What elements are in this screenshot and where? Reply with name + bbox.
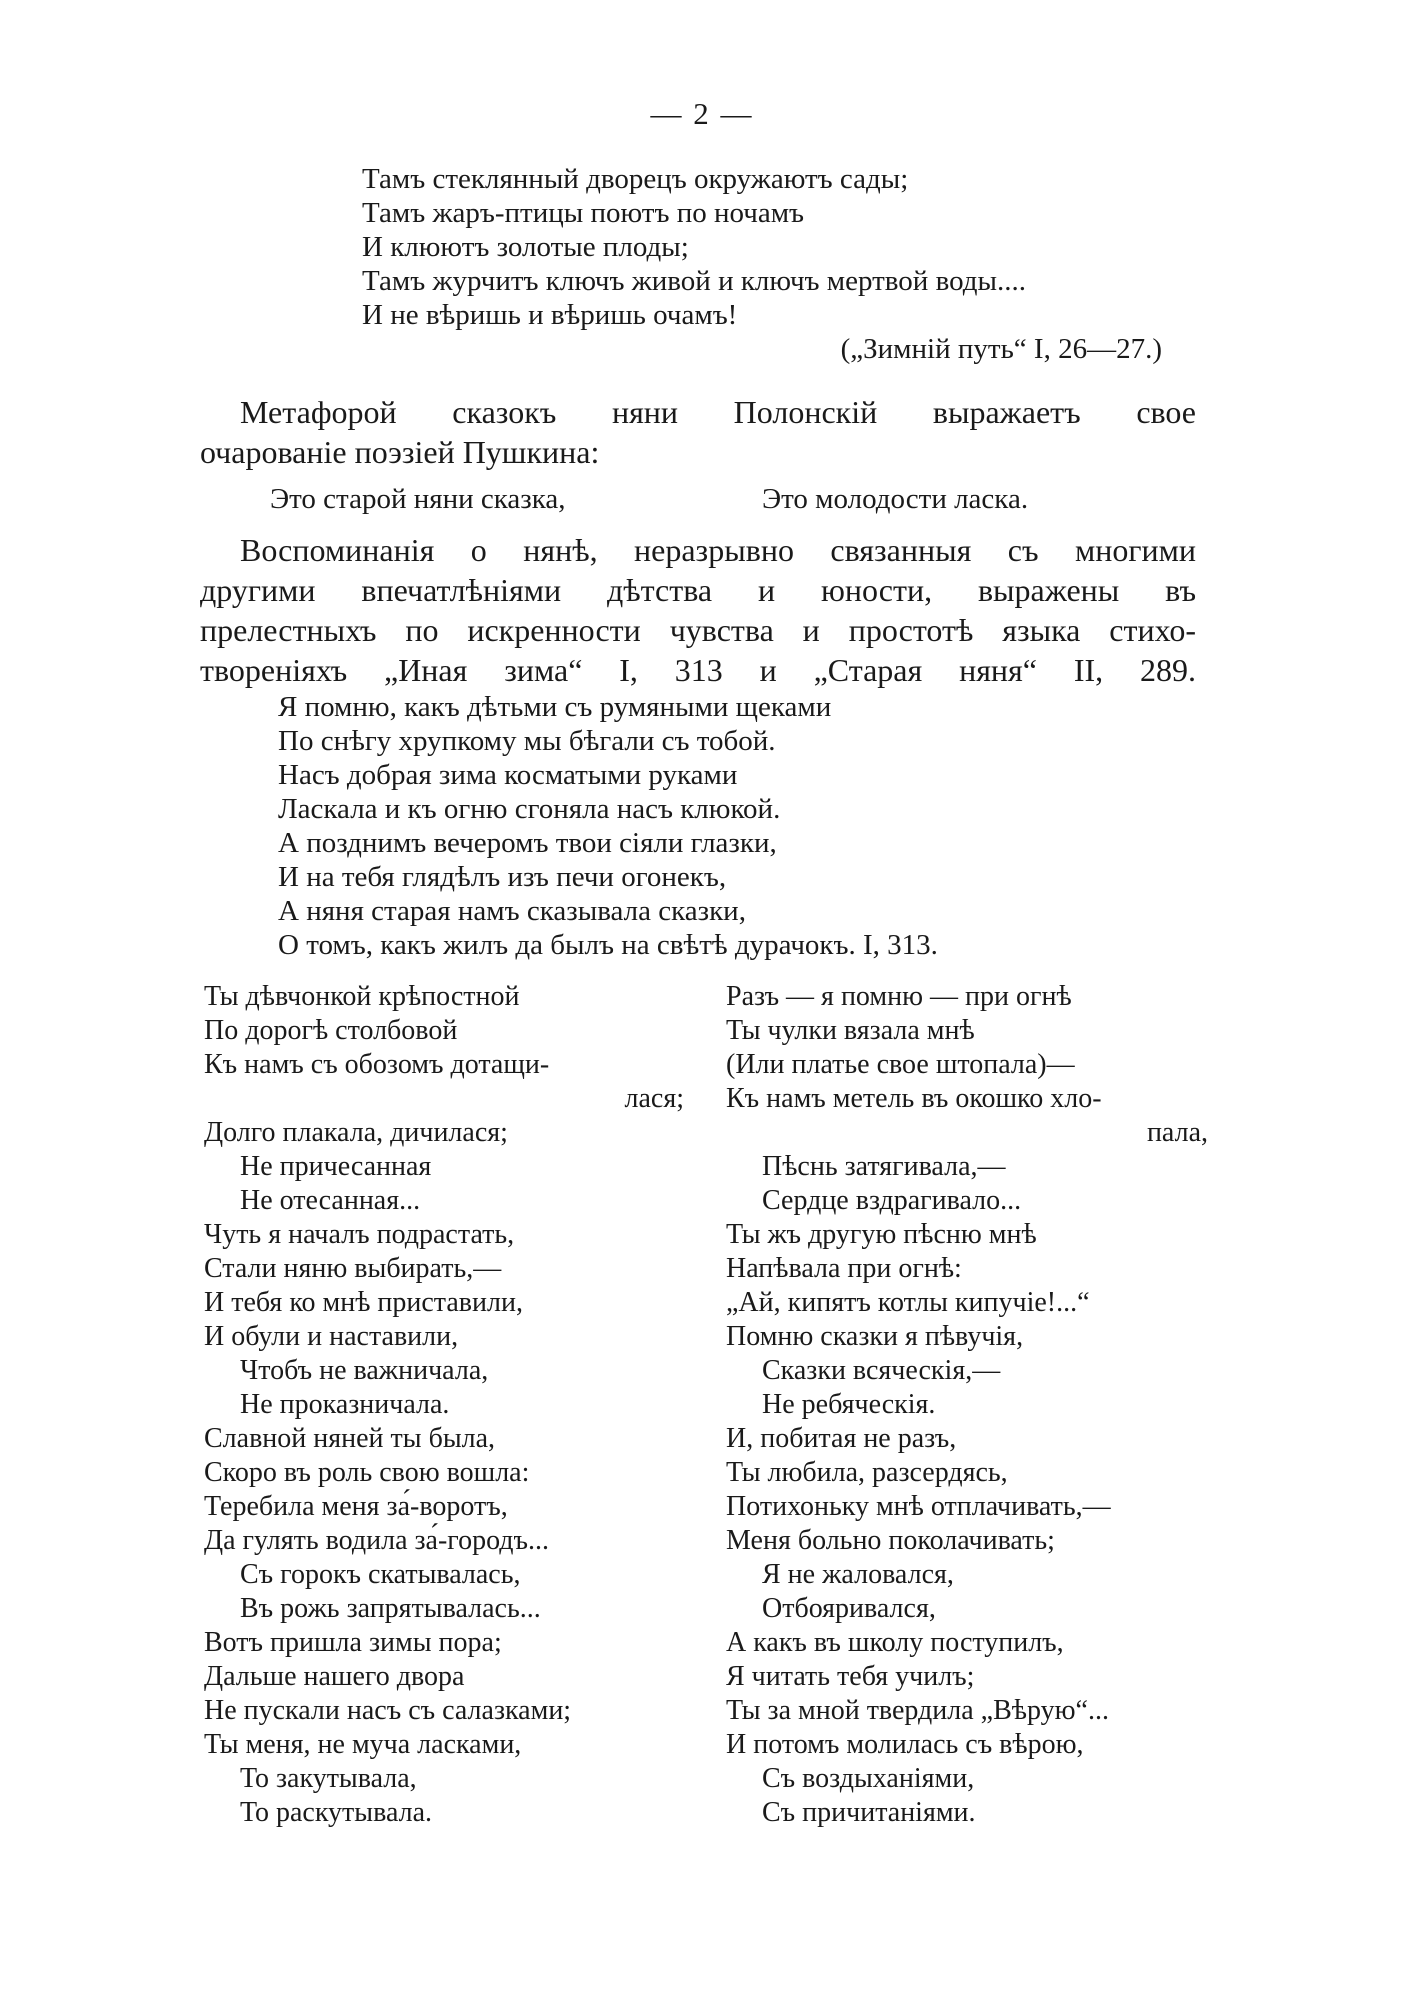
verse-line: А позднимъ вечеромъ твои сіяли глазки,	[278, 827, 777, 859]
poem-line: Вотъ пришла зимы пора;	[204, 1627, 502, 1658]
verse-winter-road	[362, 162, 1182, 366]
verse-line: Тамъ жаръ-птицы поютъ по ночамъ	[362, 197, 805, 229]
poem-line: И, побитая не разъ,	[726, 1423, 957, 1454]
poem-line: То закутывала,	[240, 1763, 417, 1794]
poem-line: Славной няней ты была,	[204, 1423, 496, 1454]
paragraph-memories	[200, 530, 1196, 690]
poem-line: Съ горокъ скатывалась,	[240, 1559, 521, 1590]
paragraph-line: Метафорой сказокъ няни Полонскій выражаетъ свое	[240, 394, 1196, 430]
verse-other-winter	[278, 690, 1198, 962]
poem-line: Чтобъ не важничала,	[240, 1355, 489, 1386]
poem-line: Ты меня, не муча ласками,	[204, 1729, 522, 1760]
poem-line: Съ причитаніями.	[762, 1797, 976, 1828]
poem-line: Я читать тебя училъ;	[726, 1661, 975, 1692]
poem-line: Ты чулки вязала мнѣ	[726, 1015, 975, 1046]
poem-line: Долго плакала, дичилася;	[204, 1117, 508, 1148]
poem-left-column	[204, 980, 684, 1830]
poem-line: Не пускали насъ съ салазками;	[204, 1695, 572, 1726]
poem-line: Дальше нашего двора	[204, 1661, 465, 1692]
poem-line: Скоро въ роль свою вошла:	[204, 1457, 530, 1488]
paragraph-line: прелестныхъ по искренности чувства и простотѣ языка стихо-	[200, 612, 1196, 648]
poem-line: Теребила меня за́-воротъ,	[204, 1491, 508, 1522]
verse-line: И клюютъ золотые плоды;	[362, 231, 689, 263]
verse-line: И не вѣришь и вѣришь очамъ!	[362, 299, 738, 331]
poem-line: А какъ въ школу поступилъ,	[726, 1627, 1064, 1658]
poem-line: Не отесанная...	[240, 1185, 421, 1216]
paragraph-line: твореніяхъ „Иная зима“ I, 313 и „Старая няня“ II, 289.	[200, 652, 1196, 688]
poem-line: Меня больно поколачивать;	[726, 1525, 1055, 1556]
poem-line: „Ай, кипятъ котлы кипучіе!...“	[726, 1287, 1090, 1318]
poem-line: Да гулять водила за́-городъ...	[204, 1525, 550, 1556]
quote-line-right: Это молодости ласка.	[762, 483, 1029, 515]
poem-line: Ты за мной твердила „Вѣрую“...	[726, 1695, 1109, 1726]
verse-line: Тамъ стеклянный дворецъ окружаютъ сады;	[362, 163, 909, 195]
poem-right-column	[726, 980, 1208, 1830]
poem-line: И потомъ молилась съ вѣрою,	[726, 1729, 1084, 1760]
poem-line: Къ намъ съ обозомъ дотащи-	[204, 1049, 550, 1080]
poem-line: И обули и наставили,	[204, 1321, 459, 1352]
poem-line: Не ребяческія.	[762, 1389, 936, 1420]
poem-line: Не проказничала.	[240, 1389, 450, 1420]
paragraph-metaphor	[200, 392, 1196, 472]
poem-line: Ты дѣвчонкой крѣпостной	[204, 981, 520, 1012]
verse-line: О томъ, какъ жилъ да былъ на свѣтѣ дурачокъ. I, 313.	[278, 929, 938, 961]
verse-line: Ласкала и къ огню сгоняла насъ клюкой.	[278, 793, 781, 825]
page-number: — 2 —	[650, 96, 754, 131]
verse-citation: („Зимній путь“ I, 26—27.)	[840, 333, 1162, 365]
poem-line: Помню сказки я пѣвучія,	[726, 1321, 1024, 1352]
poem-line: Ты любила, разсердясь,	[726, 1457, 1008, 1488]
poem-line: Ты жъ другую пѣсню мнѣ	[726, 1219, 1037, 1250]
poem-line: Сердце вздрагивало...	[762, 1185, 1022, 1216]
poem-line: Не причесанная	[240, 1151, 432, 1182]
poem-line: То раскутывала.	[240, 1797, 433, 1828]
poem-line: По дорогѣ столбовой	[204, 1015, 458, 1046]
poem-line: И тебя ко мнѣ приставили,	[204, 1287, 523, 1318]
poem-line: Пѣснь затягивала,—	[762, 1151, 1006, 1182]
paragraph-line: другими впечатлѣніями дѣтства и юности, выражены въ	[200, 572, 1196, 608]
poem-line: Стали няню выбирать,—	[204, 1253, 502, 1284]
poem-line: лася;	[624, 1083, 684, 1114]
poem-line: Потихоньку мнѣ отплачивать,—	[726, 1491, 1111, 1522]
verse-line: Насъ добрая зима косматыми руками	[278, 759, 738, 791]
poem-line: (Или платье свое штопала)—	[726, 1049, 1075, 1080]
paragraph-line: Воспоминанія о нянѣ, неразрывно связанныя съ многими	[240, 532, 1196, 568]
paragraph-line: очарованіе поэзіей Пушкина:	[200, 434, 600, 470]
poem-line: Напѣвала при огнѣ:	[726, 1253, 962, 1284]
verse-line: Тамъ журчитъ ключъ живой и ключъ мертвой воды....	[362, 265, 1026, 297]
poem-line: Съ воздыханіями,	[762, 1763, 975, 1794]
quote-line-left: Это старой няни сказка,	[270, 483, 566, 515]
poem-line: Отбояривался,	[762, 1593, 936, 1624]
poem-line: пала,	[1146, 1117, 1208, 1148]
verse-line: И на тебя глядѣлъ изъ печи огонекъ,	[278, 861, 727, 893]
poem-line: Сказки всяческія,—	[762, 1355, 1001, 1386]
poem-line: Разъ — я помню — при огнѣ	[726, 981, 1072, 1012]
verse-line: По снѣгу хрупкому мы бѣгали съ тобой.	[278, 725, 776, 757]
poem-line: Въ рожь запрятывалась...	[240, 1593, 541, 1624]
verse-line: Я помню, какъ дѣтьми съ румяными щеками	[278, 691, 832, 723]
poem-line: Я не жаловался,	[762, 1559, 954, 1590]
verse-line: А няня старая намъ сказывала сказки,	[278, 895, 746, 927]
poem-line: Къ намъ метель въ окошко хло-	[726, 1083, 1102, 1114]
poem-line: Чуть я началъ подрастать,	[204, 1219, 515, 1250]
